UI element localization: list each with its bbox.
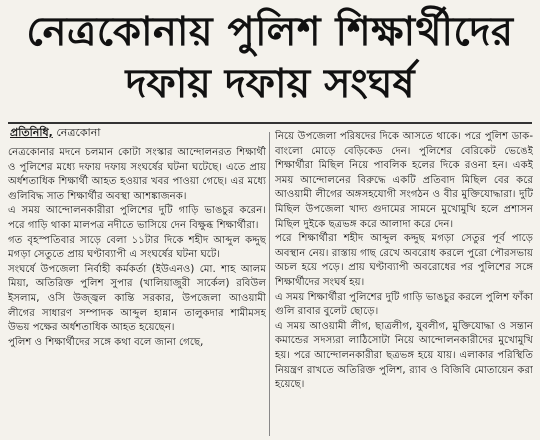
headline-line-1: নেত্রকোনায় পুলিশ শিক্ষার্থীদের <box>26 9 514 55</box>
byline-place: নেত্রকোনা <box>56 126 101 139</box>
headline-line-2: দফায় দফায় সংঘর্ষ <box>125 61 415 107</box>
headline <box>0 8 540 108</box>
right-paragraph: এ সময় আওয়ামী লীগ, ছাত্রলীগ, যুবলীগ, মুক্তিযোদ্ধা ও সন্তান কমান্ডের সদস্যরা লাঠিসোটা নিয়ে আন্দোলনকারীদের মুখোমুখি হয়। পরে আন্দোলনকারীরা ছত্রভঙ্গ হয়ে যায়। এলাকার পরিস্থিতি নিয়ন্ত্রণ রাখতে অতিরিক্ত পুলিশ, র‍্যাব ও বিজিবি মোতায়েন করা হয়েছে। <box>275 320 533 391</box>
left-paragraph: সংঘর্ষে উপজেলা নির্বাহী কর্মকর্তা (ইউএনও) মো. শাহ আলম মিয়া, অতিরিক্ত পুলিশ সুপার (খালিয়াজুরী সার্কেল) রবিউল ইসলাম, ওসি উজ্জ্বল কান্তি সরকার, উপজেলা আওয়ামী লীগের সাধারণ সম্পাদক আব্দুল হান্নান তালুকদার শামীমসহ উভয় পক্ষের অর্ধশতাধিক আহত হয়েছেন। <box>8 263 266 334</box>
left-paragraph: পুলিশ ও শিক্ষার্থীদের সঙ্গে কথা বলে জানা গেছে, <box>8 336 204 348</box>
right-paragraph: নিয়ে উপজেলা পরিষদের দিকে আসতে থাকে। পরে পুলিশ ডাক-বাংলো মোড়ে বেড়িকেড দেন। পুলিশের বেরিকেট ভেঙেই শিক্ষার্থীরা মিছিল নিয়ে পাবলিক হলের দিকে রওনা হন। একই সময় আন্দোলনের বিরুদ্ধে একটি প্রতিবাদ মিছিল বের করে আওয়ামী লীগের অঙ্গসহযোগী সংগঠন ও বীর মুক্তিযোদ্ধারা। দুটি মিছিল উপজেলা খাদ্য গুদামের সামনে মুখোমুখি হলে প্রশাসন মিছিল দুইকে ছত্রভঙ্গ করে আলাদা করে দেন। <box>275 131 533 230</box>
right-paragraph: এ সময় শিক্ষার্থীরা পুলিশের দুটি গাড়ি ভাঙচুর করলে পুলিশ ফাঁকা গুলি রাবার বুলেট ছোড়ে। <box>275 291 533 318</box>
column-divider <box>269 132 270 436</box>
article-column-left <box>8 146 266 436</box>
left-paragraph: গত বৃহস্পতিবার সাড়ে বেলা ১১টার দিকে শহীদ আব্দুল কদ্দুছ মগড়া সেতুতে প্রায় ঘণ্টাব্যাপী এ সংঘর্ষের ঘটনা ঘটে। <box>8 234 266 261</box>
byline <box>10 126 101 140</box>
byline-name: প্রতিনিধি, <box>10 126 53 139</box>
left-paragraph: নেত্রকোনার মদনে চলমান কোটা সংস্কার আন্দোলনরত শিক্ষার্থী ও পুলিশের মধ্যে দফায় দফায় সংঘর্ষের ঘটনা ঘটেছে। এতে প্রায় অর্ধশতাধিক শিক্ষার্থী আহত হওয়ার খবর পাওয়া গেছে। এর মধ্যে গুলিবিদ্ধ সাত শিক্ষার্থীর অবস্থা আশঙ্কাজনক। <box>8 147 266 202</box>
left-paragraph: এ সময় আন্দোলনকারীরা পুলিশের দুটি গাড়ি ভাঙচুর করেন। পরে গাড়ি থাকা মালপত্র নদীতে ভাসিয়ে দেন বিক্ষুব্ধ শিক্ষার্থীরা। <box>8 205 266 231</box>
article-column-right <box>275 130 533 436</box>
right-paragraph: পরে শিক্ষার্থীরা শহীদ আব্দুল কদ্দুছ মগড়া সেতুর পূর্ব পাড়ে অবস্থান নেয়। রাস্তায় গাছ রেখে অবরোধ করলে পুরো পৌরসভায় অচল হয়ে পড়ে। প্রায় ঘণ্টাব্যাপী অবরোধের পর পুলিশের সঙ্গে শিক্ষার্থীদের সংঘর্ষ হয়। <box>275 233 533 288</box>
headline-rule <box>8 122 532 124</box>
